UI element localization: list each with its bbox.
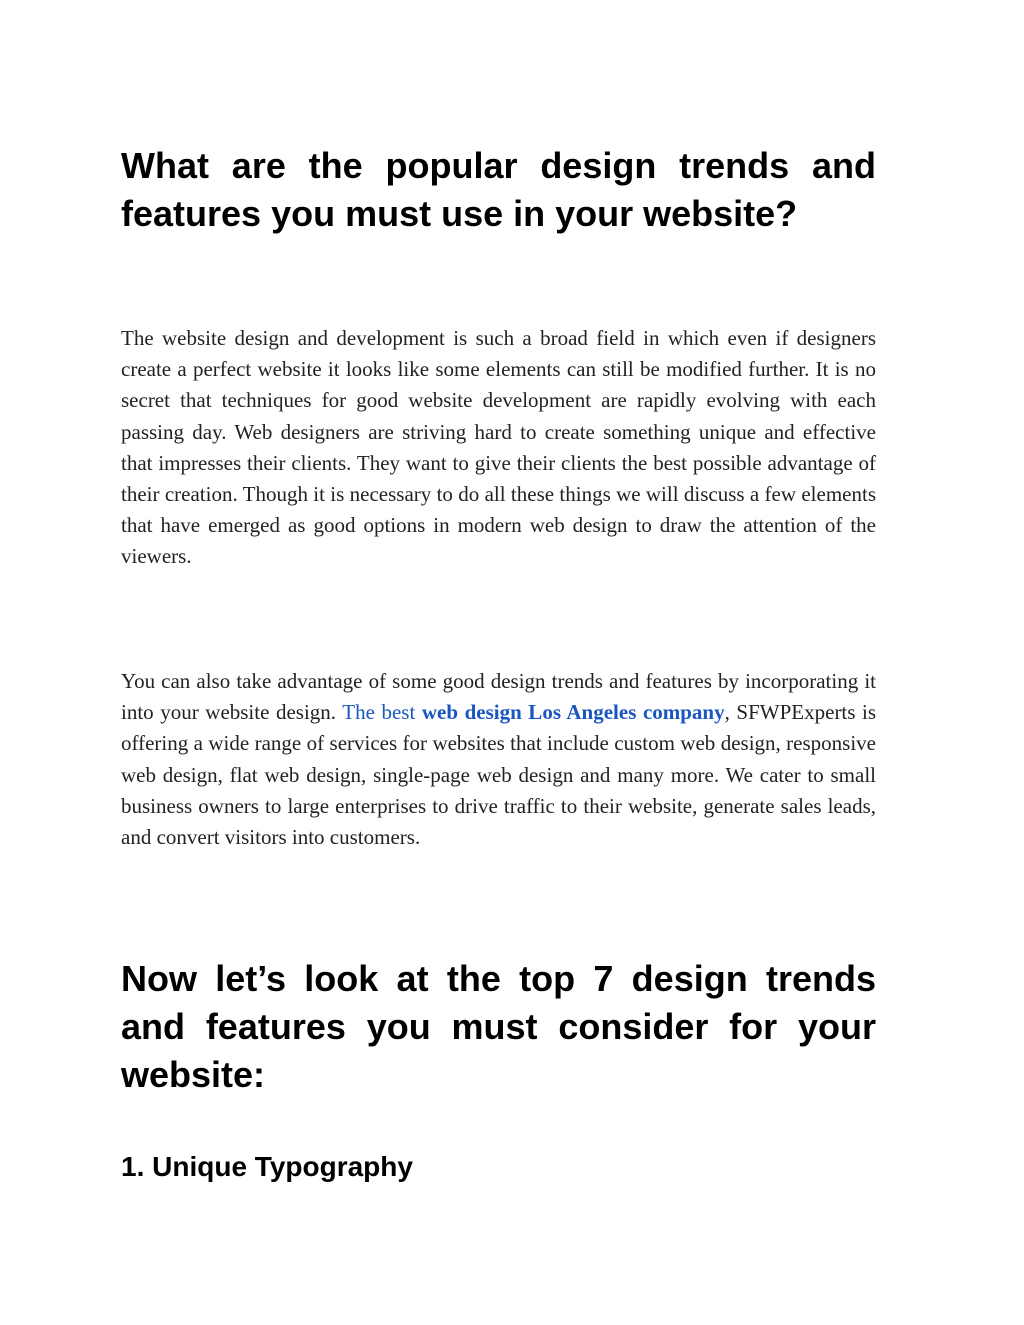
services-paragraph-trailing-text: , SFWPExperts is offering a wide range of services for websites that include custom web design, responsive web design, flat web design, single-page web design and many more. We cater to small business owners to large enterprises to drive traffic to their website, generate sales leads, and convert visitors into customers. [121,700,877,850]
services-paragraph-lead-text: You can also take advantage of some good design trends and features by incorporating it into your website design. [121,669,876,725]
subheading-unique-typography: 1. Unique Typography [121,1151,413,1182]
section-heading-top-7-trends: Now let’s look at the top 7 design trends and features you must consider for your website: [121,958,876,1095]
best-link-text[interactable]: The best [342,700,422,725]
intro-paragraph: The website design and development is such a broad field in which even if designers create a perfect website it looks like some elements can still be modified further. It is no secret that techniques for good website development are rapidly evolving with each passing day. Web designers are striving hard to create something unique and effective that impresses their clients. They want to give their clients the best possible advantage of their creation. Though it is necessary to do all these things we will discuss a few elements that have emerged as good options in modern web design to draw the attention of the viewers. [121,326,876,569]
web-design-company-link[interactable]: web design Los Angeles company [421,700,725,725]
services-paragraph [121,666,876,853]
section-heading-design-trends: What are the popular design trends and features you must use in your website? [121,145,876,234]
